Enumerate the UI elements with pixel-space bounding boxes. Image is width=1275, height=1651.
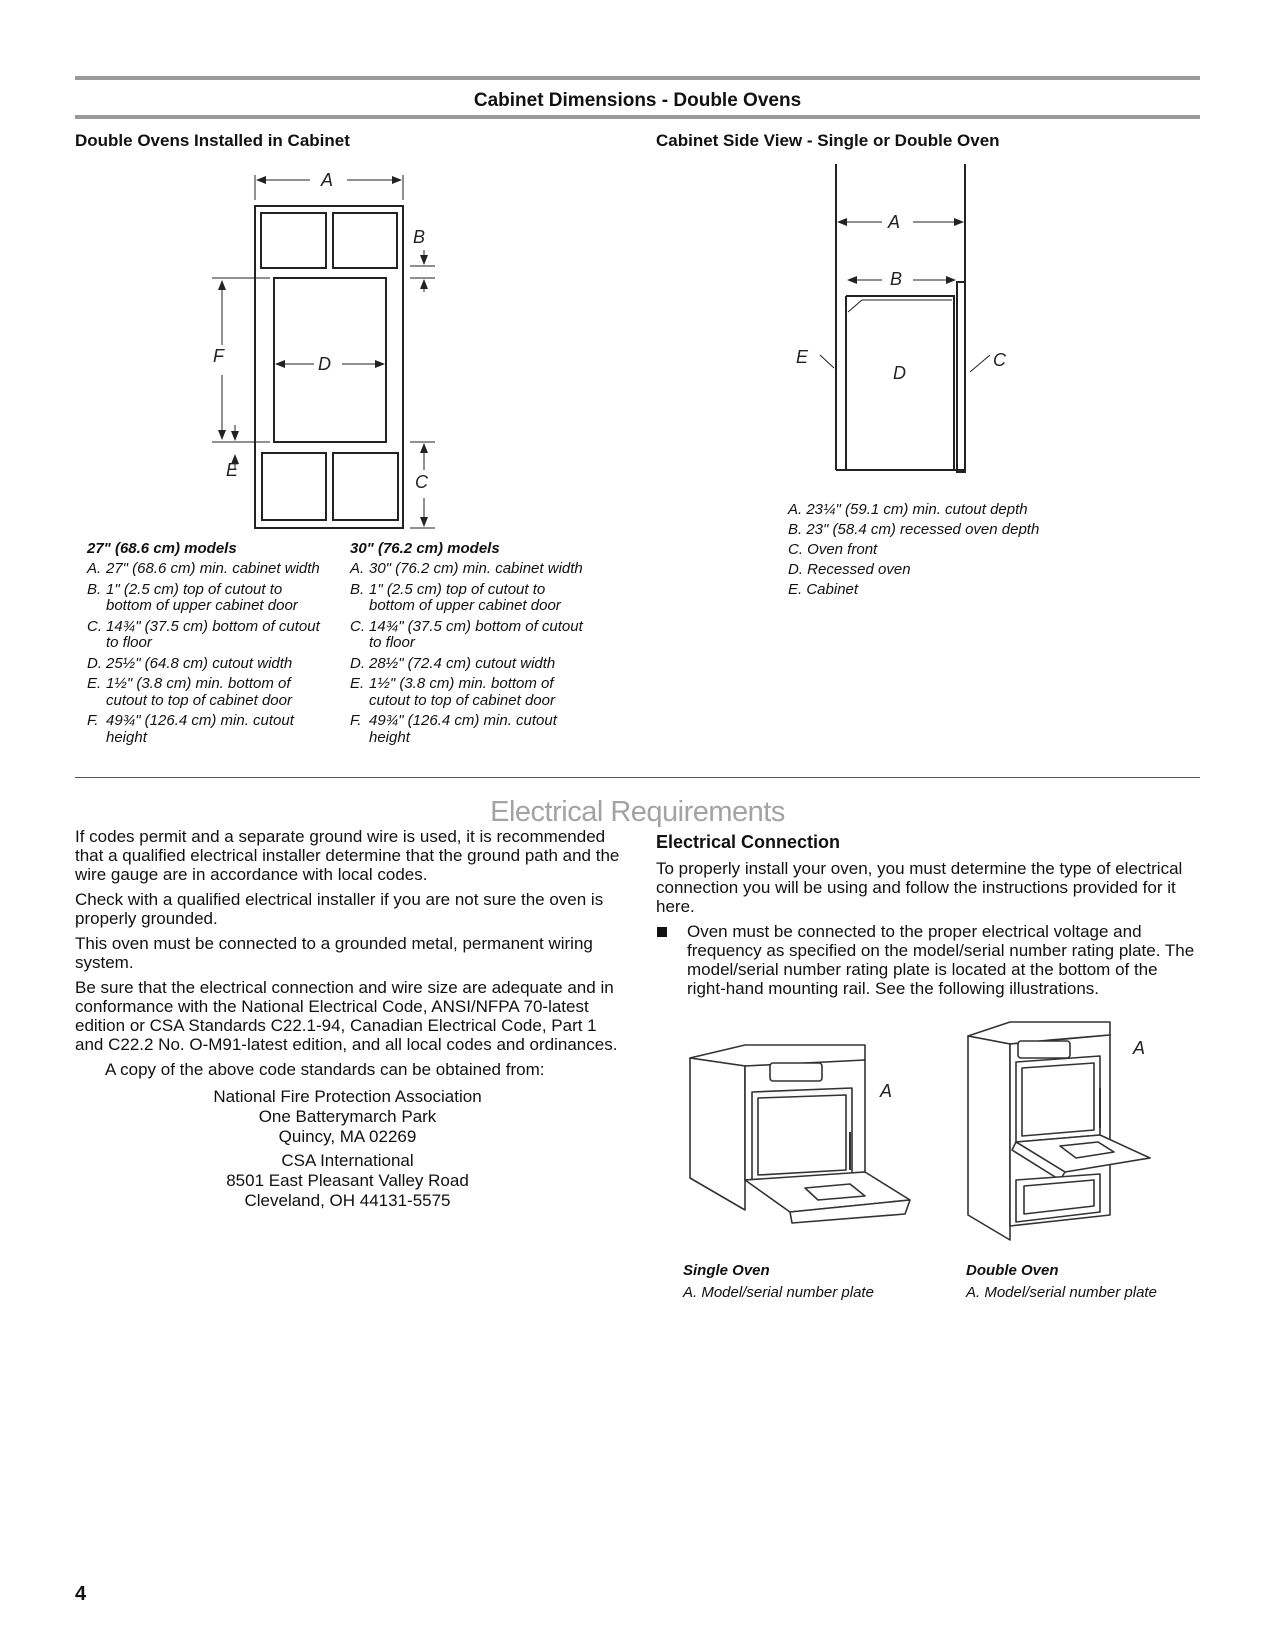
electrical-title: Electrical Requirements xyxy=(490,796,785,828)
right-diagram-heading: Cabinet Side View - Single or Double Oven xyxy=(656,131,1000,150)
side-legend-item: B. 23" (58.4 cm) recessed oven depth xyxy=(788,521,1040,538)
double-oven-illustration xyxy=(955,1010,1200,1250)
double-caption-text: A. Model/serial number plate xyxy=(966,1284,1157,1301)
front-label-a: A xyxy=(321,170,334,190)
models-30-item: E. 1½" (3.8 cm) min. bottom of cutout to top of cabinet door xyxy=(350,675,555,709)
single-oven-caption xyxy=(683,1262,874,1301)
single-label-a: A xyxy=(880,1081,893,1101)
models-27-item: F. 49¾" (126.4 cm) min. cutout height xyxy=(87,712,294,746)
models-27-legend xyxy=(87,540,332,750)
address-nfpa: National Fire Protection Association One Batterymarch Park Quincy, MA 02269 xyxy=(213,1087,482,1146)
models-27-heading: 27" (68.6 cm) models xyxy=(87,540,237,557)
paragraph: Be sure that the electrical connection and wire size are adequate and in conformance with the National Electrical Code, ANSI/NFPA 70-latest edition or CSA Standards C22.1-94, Canadian Electrical Code, Part 1 and C22.2 No. O-M91-latest edition, and all local codes and ordinances. xyxy=(75,978,618,1054)
top-rule xyxy=(75,76,1200,80)
bullet-square xyxy=(657,927,667,937)
models-30-item: C. 14¾" (37.5 cm) bottom of cutout to floor xyxy=(350,617,583,651)
side-label-b: B xyxy=(890,269,903,289)
page-number: 4 xyxy=(75,1583,87,1605)
models-30-item: A. 30" (76.2 cm) min. cabinet width xyxy=(350,560,583,577)
paragraph: If codes permit and a separate ground wire is used, it is recommended that a qualified electrical installer determine that the ground path and the wire gauge are in accordance with local codes. xyxy=(75,827,620,884)
models-30-heading: 30" (76.2 cm) models xyxy=(350,540,500,557)
side-label-a: A xyxy=(888,212,901,232)
models-30-item: F. 49¾" (126.4 cm) min. cutout height xyxy=(350,712,557,746)
section-title-rule xyxy=(75,115,1200,119)
single-caption-text: A. Model/serial number plate xyxy=(683,1284,874,1301)
front-cabinet-diagram xyxy=(200,160,440,540)
side-legend-item: C. Oven front xyxy=(788,541,878,558)
left-diagram-heading: Double Ovens Installed in Cabinet xyxy=(75,131,350,150)
front-label-b: B xyxy=(413,227,426,247)
side-view-legend xyxy=(788,501,1039,601)
address-block xyxy=(75,1087,620,1211)
upper-door-right xyxy=(333,213,397,268)
electrical-left-column xyxy=(75,827,620,1215)
paragraph: A copy of the above code standards can be obtained from: xyxy=(105,1060,545,1079)
models-30-item: B. 1" (2.5 cm) top of cutout to bottom of upper cabinet door xyxy=(350,580,561,614)
models-30-item: D. 28½" (72.4 cm) cutout width xyxy=(350,654,556,672)
front-label-c: C xyxy=(415,472,428,492)
side-label-d: D xyxy=(893,363,906,383)
front-label-e: E xyxy=(226,460,239,480)
models-27-item: E. 1½" (3.8 cm) min. bottom of cutout to top of cabinet door xyxy=(87,675,292,709)
side-label-e: E xyxy=(796,347,809,367)
front-label-f: F xyxy=(213,346,224,366)
connection-bullet: Oven must be connected to the proper electrical voltage and frequency as specified on the model/serial number rating plate. The model/serial number rating plate is located at the bottom of the right-hand mounting rail. See the following illustrations. xyxy=(656,922,1201,998)
front-label-d: D xyxy=(318,354,331,374)
lower-door-right xyxy=(333,453,398,520)
models-30-legend xyxy=(350,540,595,750)
side-label-c: C xyxy=(993,350,1006,370)
single-oven-illustration xyxy=(680,1030,930,1250)
single-caption-title: Single Oven xyxy=(683,1262,770,1279)
lower-door-left xyxy=(262,453,326,520)
paragraph: Check with a qualified electrical installer if you are not sure the oven is properly grounded. xyxy=(75,890,604,928)
connection-intro: To properly install your oven, you must determine the type of electrical connection you will be using and follow the instructions provided for it here. xyxy=(656,859,1183,916)
section-title: Cabinet Dimensions - Double Ovens xyxy=(473,90,802,111)
double-caption-title: Double Oven xyxy=(966,1262,1059,1279)
address-csa: CSA International 8501 East Pleasant Valley Road Cleveland, OH 44131-5575 xyxy=(226,1151,469,1210)
connection-heading: Electrical Connection xyxy=(656,832,841,852)
models-27-item: B. 1" (2.5 cm) top of cutout to bottom of upper cabinet door xyxy=(87,580,298,614)
recessed-oven-outline xyxy=(846,296,954,470)
electrical-right-column xyxy=(656,832,1201,998)
side-legend-item: E. Cabinet xyxy=(788,581,859,598)
double-label-a: A xyxy=(1133,1038,1146,1058)
models-27-item: D. 25½" (64.8 cm) cutout width xyxy=(87,654,293,672)
side-view-diagram xyxy=(780,160,1020,490)
upper-door-left xyxy=(261,213,326,268)
side-legend-item: D. Recessed oven xyxy=(788,561,911,578)
paragraph: This oven must be connected to a grounded metal, permanent wiring system. xyxy=(75,934,593,972)
double-oven-caption xyxy=(966,1262,1157,1301)
models-27-item: C. 14¾" (37.5 cm) bottom of cutout to floor xyxy=(87,617,320,651)
models-27-item: A. 27" (68.6 cm) min. cabinet width xyxy=(87,560,320,577)
side-legend-item: A. 23¼" (59.1 cm) min. cutout depth xyxy=(788,501,1028,518)
section-divider xyxy=(75,777,1200,778)
